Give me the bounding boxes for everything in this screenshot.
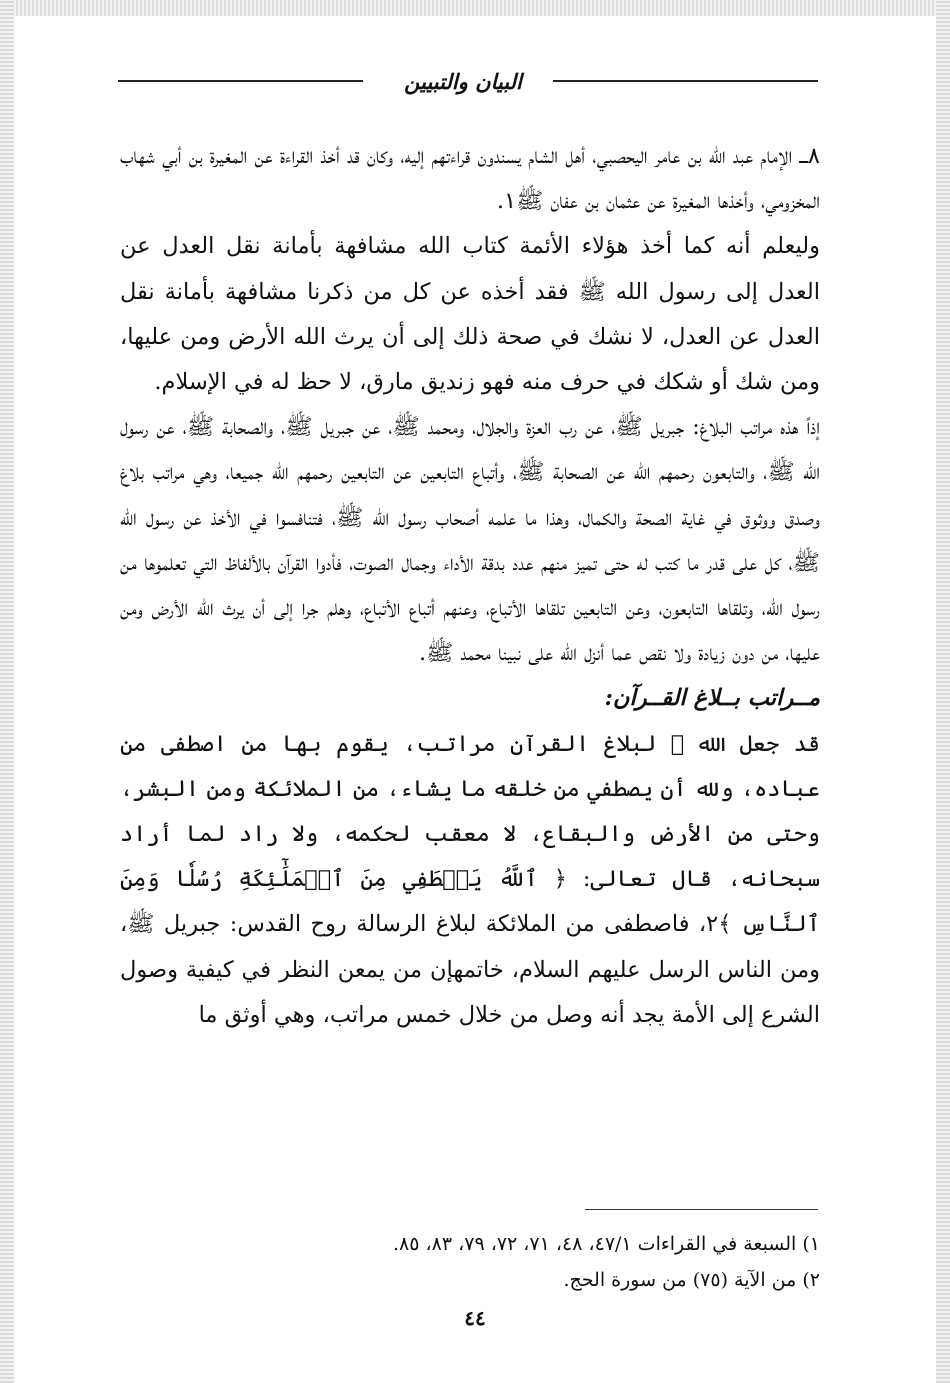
paragraph-1: ٨ـــ الإمام عبد الله بن عامر اليحصبي، أهل الشام يسندون قراءتهم إليه، وكان قد أخذ القراءة عن المغيرة بن أبي شهاب المخزومي، وأخذها المغيرة عن عثمان بن عفان ﷺ١. — [120, 143, 820, 215]
paragraph-4: قد جعل الله ﷻ لبلاغ القرآن مراتب، يقوم بها من اصطفى من عباده، ولله أن يصطفي من خلقه ما يشاء، من الملائكة ومن البشر، وحتى من الأرض والبقاع، لا معقب لحكمه، ولا راد لما أراد سبحانه، قال تعالى: ﴿ ٱللَّهُ يَصۡطَفِي مِنَ ٱلۡمَلَٰٓئِكَةِ رُسُلٗا وَمِنَ ٱلنَّاسِ ﴾٢، فاصطفى من الملائكة لبلاغ الرسالة روح القدس: جبريل ﷺ، ومن الناس الرسل عليهم السلام، خاتمهإن من يمعن النظر في كيفية وصول الشرع إلى الأمة يجد أنه وصل من خلال خمس مراتب، وهي أوثق ما — [120, 730, 820, 1028]
header-title: البيان والتبيين — [404, 69, 522, 94]
scan-border-left — [0, 0, 14, 1383]
page-header — [118, 62, 818, 102]
scan-border-top — [0, 0, 950, 16]
paragraph-2: وليعلم أنه كما أخذ هؤلاء الأئمة كتاب الله مشافهة بأمانة نقل العدل عن العدل إلى رسول الله ﷺ فقد أخذه عن كل من ذكرنا مشافهة بأمانة نقل العدل عن العدل، لا نشك في صحة ذلك إلى أن يرث الله الأرض ومن عليها، ومن شك أو شكك في حرف منه فهو زنديق مارق، لا حظ له في الإسلام. — [120, 233, 820, 396]
main-text — [120, 134, 820, 1038]
header-rule-right — [553, 80, 818, 82]
header-rule-left — [118, 80, 363, 82]
section-heading: مــراتب بــلاغ القــرآن: — [604, 685, 820, 712]
footnote-divider — [585, 1209, 818, 1210]
paragraph-3: إذاً هذه مراتب البلاغ: جبريل ﷺ، عن رب العزة والجلال، ومحمد ﷺ، عن جبريل ﷺ، والصحابة ﷺ، عن رسول الله ﷺ، والتابعون رحمهم الله عن الصحابة ﷺ، وأتباع التابعين عن التابعين رحمهم الله جميعا، وهي مراتب بلاغ وصدق ووثوق في غاية الصحة والكمال، وهذا ما علمه أصحاب رسول الله ﷺ، فتنافسوا في الأخذ عن رسول الله ﷺ، كل على قدر ما كتب له حتى تميز منهم عدد بدقة الأداء وجمال الصوت، فأدوا القرآن بالألفاظ التي تعلموها من رسول الله، وتلقاها التابعون، وعن التابعين تلقاها الأتباع، وعنهم أتباع الأتباع، وهلم جرا إلى أن يرث الله الأرض ومن عليها، من دون زيادة ولا نقص عما أنزل الله على نبينا محمد ﷺ. — [120, 414, 821, 667]
footnote-2: ٢) من الآية (٧٥) من سورة الحج. — [563, 1269, 820, 1291]
page-number: ٤٤ — [464, 1306, 486, 1330]
scan-border-right — [936, 0, 950, 1383]
footnote-1: ١) السبعة في القراءات ٤٧/١، ٤٨، ٧١، ٧٢، ٧٩، ٨٣، ٨٥. — [393, 1233, 820, 1255]
footnotes — [320, 1226, 820, 1298]
